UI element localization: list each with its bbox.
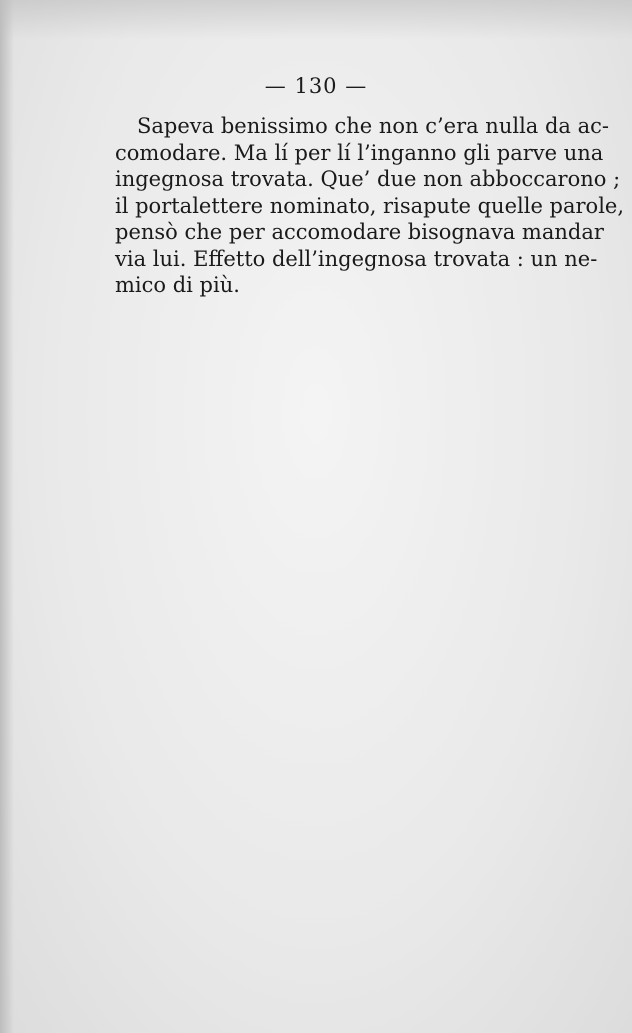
text-line: pensò che per accomodare bisognava mandar — [115, 220, 604, 244]
text-line: via lui. Effetto dell’ingegnosa trovata : un ne- — [115, 246, 598, 271]
text-line: ingegnosa trovata. Que’ due non abboccarono ; — [115, 167, 621, 191]
page-top-shadow — [0, 0, 632, 40]
text-line: mico di più. — [115, 273, 240, 297]
text-line: comodare. Ma lí per lí l’inganno gli parve una — [115, 140, 604, 165]
body-paragraph — [115, 113, 625, 299]
text-line: Sapeva benissimo che non c’era nulla da ac- — [137, 114, 609, 138]
text-line: il portalettere nominato, risapute quelle parole, — [115, 193, 625, 218]
page-edge-shadow — [0, 0, 14, 1033]
page-number: — 130 — — [264, 74, 368, 98]
